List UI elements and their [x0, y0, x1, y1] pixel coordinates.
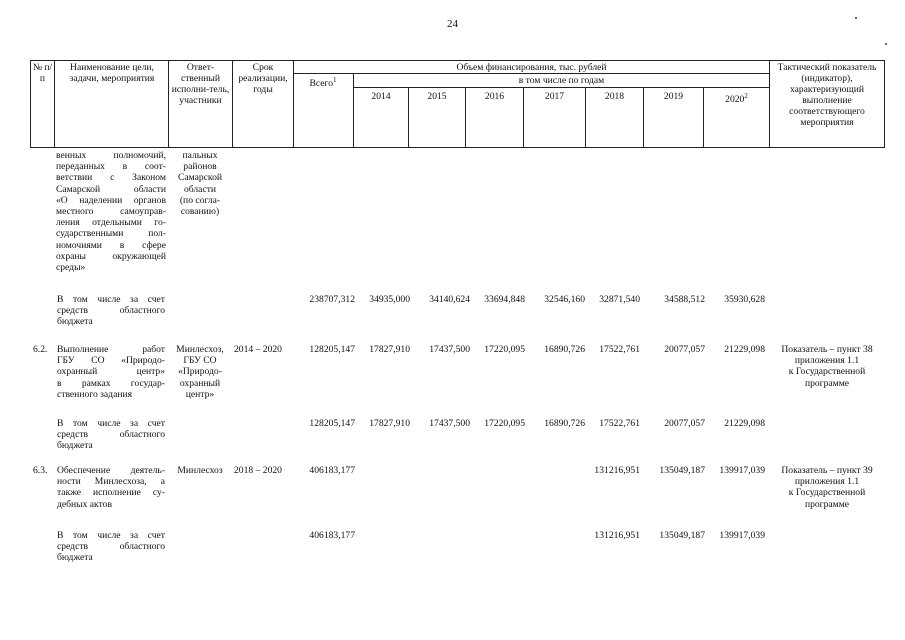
text-line: в рамках государ- [57, 377, 165, 389]
scan-speck [855, 17, 857, 19]
text-line: «Природо- [178, 366, 222, 378]
text-line: переданных в соот- [56, 161, 166, 173]
text-line: бюджета [57, 440, 93, 452]
header-top-line [30, 60, 885, 61]
text-line: местного самоуправ- [56, 205, 166, 217]
text-line: Минлесхоз [177, 465, 223, 476]
header-mid-line [293, 73, 769, 74]
header-year-2020 [704, 91, 769, 105]
text-line: ГБУ СО «Природо- [57, 355, 165, 367]
text-line: венных полномочий, [56, 150, 166, 161]
row-indicator [772, 344, 882, 389]
text-line: Выполнение работ [57, 344, 165, 355]
text-line: области [183, 183, 217, 195]
row-term: 2018 – 2020 [234, 465, 282, 476]
continuation-name [56, 150, 166, 273]
text-line: охранный [179, 377, 221, 389]
row-year-value: 131216,951 [594, 530, 640, 541]
text-line: средств областного [57, 429, 165, 441]
text-line: ветствии с Законом [56, 172, 166, 184]
text-line: «О наделении органов [56, 194, 166, 206]
col-line [769, 60, 770, 148]
text-line: программе [804, 377, 850, 389]
text-line: дебных актов [57, 498, 112, 510]
text-line: В том числе за счет [57, 530, 165, 541]
text-line: Показатель – пункт 39 [781, 465, 873, 476]
row-year-value: 131216,951 [594, 465, 640, 476]
row-name [57, 344, 165, 400]
text-line: ности Минлесхоза, а [57, 476, 165, 488]
row-term: 2014 – 2020 [234, 344, 282, 355]
text-line: Самарской [177, 172, 223, 184]
page-number: 24 [447, 18, 458, 30]
text-line: сударственными пол- [56, 228, 166, 240]
row-name [57, 530, 165, 564]
row-year-value: 135049,187 [659, 530, 705, 541]
text-line: пальных [182, 150, 218, 161]
header-years-line [353, 87, 769, 88]
row-year-value: 21229,098 [724, 418, 765, 429]
row-year-value: 17220,095 [484, 418, 525, 429]
text-line: Показатель – пункт 38 [781, 344, 873, 355]
row-year-value: 16890,726 [544, 344, 585, 355]
row-responsible [170, 465, 230, 476]
text-line: бюджета [57, 552, 93, 564]
col-line [168, 60, 169, 148]
text-line: (по согла- [179, 194, 221, 206]
row-year-value: 139917,039 [719, 465, 765, 476]
row-year-value: 20077,057 [664, 344, 705, 355]
header-total-label: Всего [309, 78, 334, 90]
row-year-value: 34935,000 [369, 294, 410, 305]
row-year-value: 17220,095 [484, 344, 525, 355]
col-line [54, 60, 55, 148]
text-line: В том числе за счет [57, 418, 165, 429]
row-year-value: 35930,628 [724, 294, 765, 305]
header-bottom-line [30, 147, 885, 148]
header-year-2020-sup: 2 [744, 92, 748, 100]
text-line: к Государственной [788, 487, 866, 499]
col-line [232, 60, 233, 148]
header-indicator: Тактический показатель (индикатор), характеризующий выполнение соответствующего мероприятия [777, 62, 877, 128]
text-line: средств областного [57, 305, 165, 317]
row-year-value: 17437,500 [429, 344, 470, 355]
row-year-value: 21229,098 [724, 344, 765, 355]
text-line: также исполнение су- [57, 487, 165, 499]
row-year-value: 17522,761 [599, 418, 640, 429]
row-name [57, 294, 165, 328]
row-year-value: 34140,624 [429, 294, 470, 305]
header-year-2018: 2018 [604, 91, 625, 102]
header-finance: Объем финансирования, тыс. рублей [456, 62, 607, 73]
text-line: Обеспечение деятель- [57, 465, 165, 476]
text-line: средств областного [57, 541, 165, 553]
text-line: ГБУ СО [183, 355, 217, 367]
text-line: к Государственной [788, 366, 866, 378]
text-line: программе [804, 498, 850, 510]
text-line: ственного задания [57, 388, 133, 400]
row-year-value: 17827,910 [369, 418, 410, 429]
row-year-value: 139917,039 [719, 530, 765, 541]
row-total: 406183,177 [309, 530, 355, 541]
row-year-value: 17827,910 [369, 344, 410, 355]
text-line: Минлесхоз, [176, 344, 224, 355]
row-year-value: 20077,057 [664, 418, 705, 429]
header-total-sup: 1 [333, 76, 337, 84]
text-line: номочиями в сфере [56, 239, 166, 251]
row-year-value: 16890,726 [544, 418, 585, 429]
row-year-value: 17437,500 [429, 418, 470, 429]
row-year-value: 34588,512 [664, 294, 705, 305]
row-responsible [170, 344, 230, 400]
header-term: Срок реализации, годы [238, 62, 288, 95]
row-year-value: 17522,761 [599, 344, 640, 355]
header-incl-years: в том числе по годам [518, 75, 605, 86]
text-line: В том числе за счет [57, 294, 165, 305]
row-year-value: 32546,160 [544, 294, 585, 305]
row-name [57, 418, 165, 452]
row-name [57, 465, 165, 510]
col-line [884, 60, 885, 148]
row-year-value: 33694,848 [484, 294, 525, 305]
header-num: № п/п [32, 62, 53, 84]
row-total: 128205,147 [309, 344, 355, 355]
row-total: 128205,147 [309, 418, 355, 429]
header-year-2015: 2015 [427, 91, 447, 102]
row-year-value: 32871,540 [599, 294, 640, 305]
header-year-2020-label: 2020 [725, 94, 745, 106]
text-line: приложения 1.1 [794, 355, 860, 367]
col-line [293, 60, 294, 148]
header-year-2014: 2014 [371, 91, 391, 102]
text-line: среды» [56, 261, 86, 273]
header-year-2019: 2019 [663, 91, 684, 102]
row-total: 406183,177 [309, 465, 355, 476]
text-line: Самарской области [56, 183, 166, 195]
text-line: сованию) [180, 205, 220, 217]
row-number: 6.2. [33, 344, 48, 355]
header-responsible: Ответ-ственный исполни-тель, участники [171, 62, 230, 106]
continuation-responsible [170, 150, 230, 217]
text-line: приложения 1.1 [794, 476, 860, 488]
row-total: 238707,312 [309, 294, 355, 305]
text-line: районов [183, 161, 217, 173]
text-line: охраны окружающей [56, 250, 166, 262]
text-line: бюджета [57, 316, 93, 328]
header-total [294, 75, 352, 89]
text-line: охранный центр» [57, 366, 165, 378]
row-year-value: 135049,187 [659, 465, 705, 476]
header-name: Наименование цели, задачи, мероприятия [69, 62, 155, 84]
text-line: центр» [185, 388, 215, 400]
scan-speck [885, 43, 887, 45]
row-number: 6.3. [33, 465, 48, 476]
row-indicator [772, 465, 882, 510]
text-line: ления отдельными го- [56, 217, 166, 229]
header-year-2016: 2016 [484, 91, 505, 102]
header-year-2017: 2017 [544, 91, 565, 102]
